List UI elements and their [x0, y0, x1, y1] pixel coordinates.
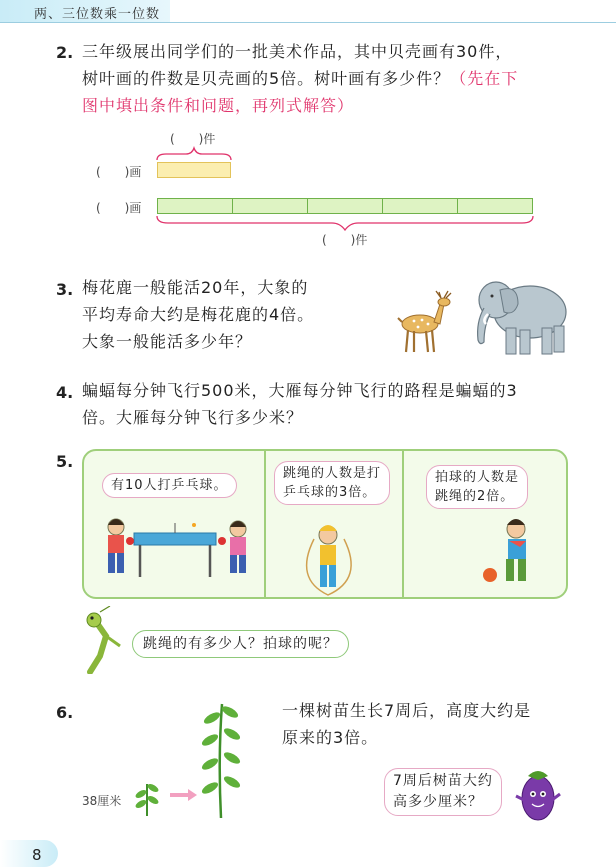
question-2-instruction: 图中填出条件和问题，再列式解答）	[82, 96, 355, 115]
ball-bouncing-bubble-line-2: 跳绳的2倍。	[435, 489, 515, 504]
question-3-text	[82, 274, 372, 355]
activity-panel	[82, 449, 568, 599]
question-6-prompt-bubble	[384, 768, 502, 816]
bottom-brace	[152, 214, 538, 232]
sika-deer-illustration	[384, 290, 454, 356]
question-5-prompt-bubble: 跳绳的有多少人？拍球的呢？	[132, 630, 349, 658]
question-6-bubble-line-1: 7周后树苗大约	[393, 773, 493, 789]
question-3-line-3: 大象一般能活多少年？	[82, 332, 253, 351]
cricket-character-icon	[80, 606, 128, 674]
top-brace	[152, 146, 236, 162]
panel-divider	[402, 451, 404, 597]
bar-segment-divider	[457, 199, 458, 213]
ping-pong-illustration	[94, 511, 260, 597]
seedling-height-label: 38厘米	[82, 794, 122, 808]
jump-rope-illustration	[284, 509, 394, 599]
question-6-text	[282, 697, 582, 751]
bar-segment-divider	[232, 199, 233, 213]
page-number: 8	[32, 846, 42, 864]
question-2-number: 2.	[56, 43, 74, 62]
small-seedling-illustration	[132, 778, 162, 818]
question-2-line-2	[82, 65, 582, 92]
header-rule	[0, 22, 616, 23]
growth-arrow-icon	[168, 788, 198, 802]
diagram-bottom-label: ( )件	[322, 233, 368, 247]
jump-rope-bubble-line-2: 乒乓球的3倍。	[283, 485, 377, 500]
question-3-line-2: 平均寿命大约是梅花鹿的4倍。	[82, 305, 315, 324]
question-3-line-1: 梅花鹿一般能活20年，大象的	[82, 278, 309, 297]
question-2-line-1: 三年级展出同学们的一批美术作品，其中贝壳画有30件，	[82, 42, 513, 61]
row-2-label: ( )画	[96, 201, 142, 215]
question-6-line-2: 原来的3倍。	[282, 728, 379, 747]
question-4-line-1: 蝙蝠每分钟飞行500米，大雁每分钟飞行的路程是蝙蝠的3	[82, 381, 518, 400]
question-6-line-1: 一棵树苗生长7周后，高度大约是	[282, 701, 532, 720]
diagram-top-label: ( )件	[170, 132, 216, 146]
question-2-line-2-body: 树叶画的件数是贝壳画的5倍。树叶画有多少件？	[82, 69, 451, 88]
shell-painting-bar	[157, 162, 231, 178]
jump-rope-bubble-line-1: 跳绳的人数是打	[283, 466, 382, 481]
question-2-instruction-start: （先在下	[450, 69, 519, 88]
question-5-number: 5.	[56, 452, 74, 471]
page-header	[0, 0, 616, 26]
question-3-number: 3.	[56, 280, 74, 299]
grown-tree-illustration	[196, 698, 246, 820]
bar-segment-divider	[382, 199, 383, 213]
question-6-bubble-line-2: 高多少厘米？	[393, 794, 483, 810]
chapter-title: 两、三位数乘一位数	[34, 7, 161, 22]
ball-bouncing-illustration	[476, 511, 556, 597]
bar-segment-divider	[307, 199, 308, 213]
eggplant-character-icon	[512, 758, 562, 828]
page-number-tab	[0, 840, 58, 867]
ball-bouncing-bubble-line-1: 拍球的人数是	[435, 470, 520, 485]
leaf-painting-bar	[157, 198, 533, 214]
question-4-text	[82, 377, 592, 431]
panel-divider	[264, 451, 266, 597]
ping-pong-bubble: 有10人打乒乓球。	[102, 473, 237, 498]
elephant-illustration	[468, 270, 572, 358]
ball-bouncing-bubble	[426, 465, 528, 509]
row-1-label: ( )画	[96, 165, 142, 179]
jump-rope-bubble	[274, 461, 390, 505]
question-2-text	[82, 38, 582, 119]
question-4-line-2: 倍。大雁每分钟飞行多少米？	[82, 408, 304, 427]
question-6-number: 6.	[56, 703, 74, 722]
question-4-number: 4.	[56, 383, 74, 402]
